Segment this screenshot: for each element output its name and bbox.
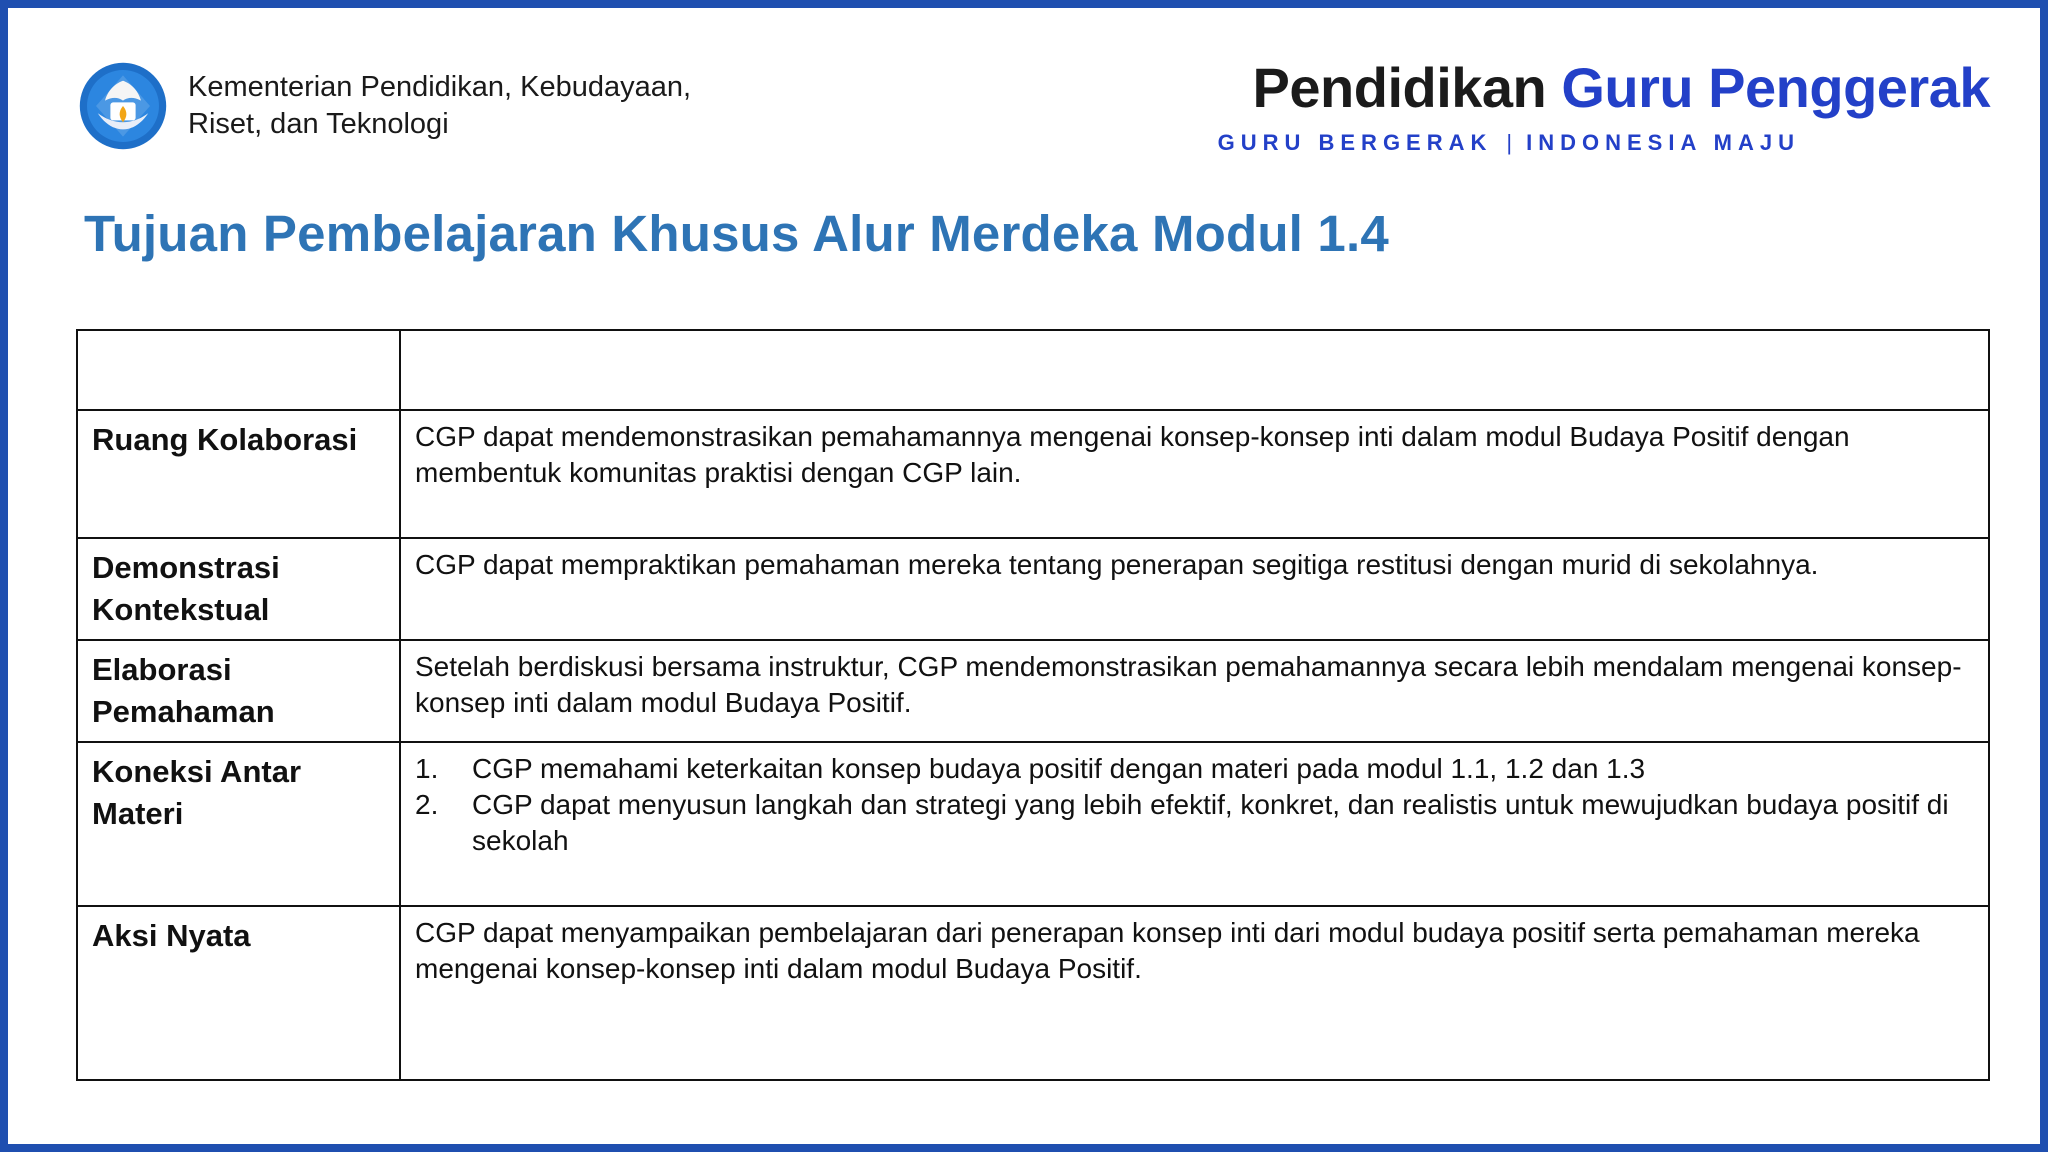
- table-header-right: [400, 330, 1989, 410]
- ministry-name-line1: Kementerian Pendidikan, Kebudayaan,: [188, 71, 692, 103]
- tagline-right: INDONESIA MAJU: [1526, 130, 1800, 155]
- table-header-left: [77, 330, 400, 410]
- row-description: CGP dapat mendemonstrasikan pemahamannya mengenai konsep-konsep inti dalam modul Budaya Positif dengan membentuk komunitas praktisi dengan CGP lain.: [400, 410, 1989, 538]
- ministry-name-line2: Riset, dan Teknologi: [188, 108, 449, 140]
- row-label: Demonstrasi Kontekstual: [77, 538, 400, 640]
- brand-word-1: Pendidikan: [1252, 56, 1547, 119]
- row-description: CGP dapat mempraktikan pemahaman mereka tentang penerapan segitiga restitusi dengan murid di sekolahnya.: [400, 538, 1989, 640]
- brand-word-2: Guru Penggerak: [1561, 56, 1990, 119]
- list-item: [415, 787, 1976, 859]
- brand-tagline: [1190, 130, 1990, 156]
- row-label: Ruang Kolaborasi: [77, 410, 400, 538]
- row-label: Elaborasi Pemahaman: [77, 640, 400, 742]
- table-row: [77, 538, 1989, 640]
- tagline-left: GURU BERGERAK: [1217, 130, 1493, 155]
- list-item-number: 2.: [415, 789, 439, 820]
- tut-wuri-handayani-logo-icon: [78, 61, 168, 151]
- list-item-number: 1.: [415, 753, 439, 784]
- table-row: [77, 906, 1989, 1080]
- row-description: Setelah berdiskusi bersama instruktur, CGP mendemonstrasikan pemahamannya secara lebih mendalam mengenai konsep-konsep inti dalam modul Budaya Positif.: [400, 640, 1989, 742]
- numbered-list: [415, 751, 1976, 859]
- list-item-text: CGP memahami keterkaitan konsep budaya positif dengan materi pada modul 1.1, 1.2 dan 1.3: [472, 753, 1646, 784]
- program-brand: [1190, 56, 1990, 156]
- learning-objectives-table: [76, 329, 1990, 1081]
- list-item: [415, 751, 1976, 787]
- table-header-row: [77, 330, 1989, 410]
- row-description: [400, 742, 1989, 906]
- row-description: CGP dapat menyampaikan pembelajaran dari penerapan konsep inti dari modul budaya positif serta pemahaman mereka mengenai konsep-konsep inti dalam modul Budaya Positif.: [400, 906, 1989, 1080]
- tagline-separator: |: [1506, 130, 1513, 155]
- list-item-text: CGP dapat menyusun langkah dan strategi yang lebih efektif, konkret, dan realistis untuk mewujudkan budaya positif di sekolah: [472, 789, 1949, 856]
- page-title: Tujuan Pembelajaran Khusus Alur Merdeka Modul 1.4: [84, 205, 1389, 262]
- brand-title: [1190, 56, 1990, 120]
- table-row: [77, 410, 1989, 538]
- table-row: [77, 640, 1989, 742]
- table-row: [77, 742, 1989, 906]
- row-label: Koneksi Antar Materi: [77, 742, 400, 906]
- row-label: Aksi Nyata: [77, 906, 400, 1080]
- ministry-header: [78, 56, 748, 156]
